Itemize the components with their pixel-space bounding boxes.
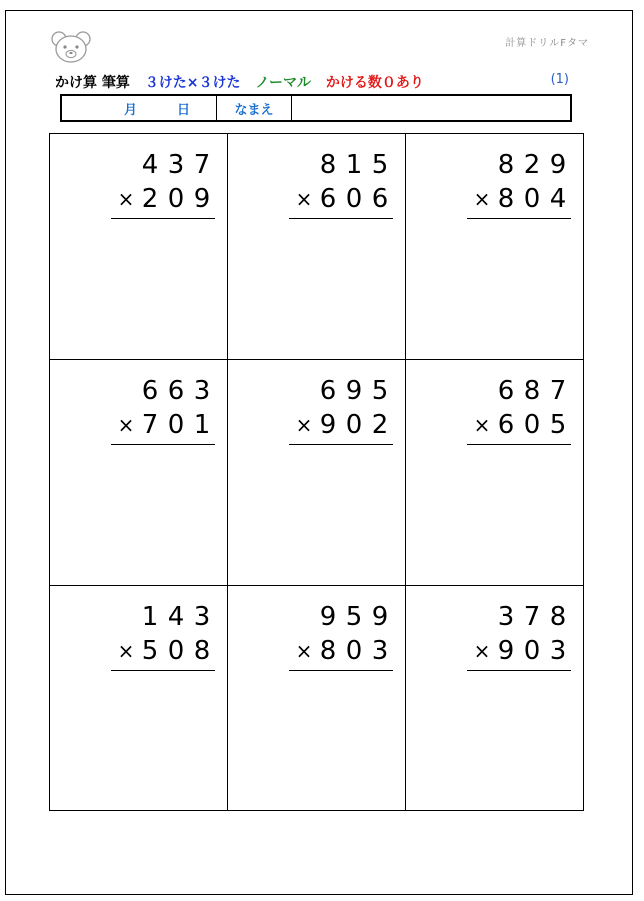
digit: 3 — [549, 636, 567, 666]
multiplication-problem — [111, 600, 215, 671]
multiplication-problem — [467, 148, 571, 219]
bear-logo-icon — [50, 30, 92, 64]
answer-rule — [111, 444, 215, 445]
problem-cell[interactable] — [406, 134, 583, 360]
digit: 7 — [549, 376, 567, 406]
answer-rule — [111, 670, 215, 671]
multiplicand — [467, 374, 571, 408]
times-sign: × — [117, 639, 135, 663]
digit: 5 — [345, 602, 363, 632]
times-sign: × — [473, 187, 491, 211]
times-sign: × — [473, 639, 491, 663]
problem-cell[interactable] — [228, 360, 406, 586]
digit: 2 — [141, 184, 159, 214]
digit: 5 — [371, 376, 389, 406]
answer-rule — [289, 444, 393, 445]
multiplicand — [289, 600, 393, 634]
problem-cell[interactable] — [228, 586, 406, 810]
day-label: 日 — [177, 102, 191, 118]
name-label: なまえ — [217, 96, 292, 120]
multiplier — [467, 634, 571, 668]
multiplier — [289, 408, 393, 442]
digit: 5 — [549, 410, 567, 440]
problem-cell[interactable] — [406, 360, 583, 586]
digit: 0 — [523, 636, 541, 666]
multiplication-problem — [289, 600, 393, 671]
name-date-box — [60, 94, 572, 122]
digit: 6 — [167, 376, 185, 406]
times-sign: × — [295, 639, 313, 663]
digit: 8 — [549, 602, 567, 632]
digit: 8 — [319, 150, 337, 180]
digit: 0 — [523, 410, 541, 440]
digit: 5 — [371, 150, 389, 180]
digit: 7 — [141, 410, 159, 440]
digit: 0 — [167, 410, 185, 440]
digit: 8 — [523, 376, 541, 406]
answer-rule — [467, 444, 571, 445]
digit: 2 — [523, 150, 541, 180]
problem-cell[interactable] — [406, 586, 583, 810]
digit: 8 — [193, 636, 211, 666]
digit: 0 — [345, 636, 363, 666]
problem-grid — [49, 133, 584, 811]
multiplier — [467, 408, 571, 442]
month-label: 月 — [124, 102, 138, 118]
multiplication-problem — [467, 600, 571, 671]
digit: 6 — [319, 376, 337, 406]
answer-rule — [289, 670, 393, 671]
times-sign: × — [295, 413, 313, 437]
title-zero-note: かける数０あり — [325, 75, 424, 91]
multiplicand — [111, 148, 215, 182]
title-digits: ３けた×３けた — [144, 75, 241, 91]
multiplicand — [289, 148, 393, 182]
digit: 6 — [497, 410, 515, 440]
multiplier — [289, 182, 393, 216]
digit: 0 — [167, 636, 185, 666]
digit: 9 — [371, 602, 389, 632]
digit: 9 — [497, 636, 515, 666]
digit: 4 — [167, 602, 185, 632]
digit: 0 — [345, 184, 363, 214]
multiplicand — [111, 600, 215, 634]
multiplication-problem — [289, 374, 393, 445]
digit: 9 — [319, 410, 337, 440]
times-sign: × — [117, 413, 135, 437]
problem-cell[interactable] — [50, 360, 228, 586]
name-field[interactable] — [292, 96, 570, 120]
digit: 3 — [193, 602, 211, 632]
worksheet-title — [55, 72, 575, 92]
times-sign: × — [117, 187, 135, 211]
digit: 8 — [497, 184, 515, 214]
digit: 8 — [497, 150, 515, 180]
digit: 0 — [345, 410, 363, 440]
digit: 5 — [141, 636, 159, 666]
digit: 7 — [523, 602, 541, 632]
digit: 6 — [141, 376, 159, 406]
digit: 0 — [167, 184, 185, 214]
digit: 9 — [549, 150, 567, 180]
multiplication-problem — [289, 148, 393, 219]
multiplier — [111, 408, 215, 442]
multiplicand — [289, 374, 393, 408]
digit: 7 — [193, 150, 211, 180]
multiplication-problem — [111, 374, 215, 445]
times-sign: × — [295, 187, 313, 211]
problem-cell[interactable] — [228, 134, 406, 360]
digit: 3 — [371, 636, 389, 666]
digit: 4 — [549, 184, 567, 214]
digit: 9 — [319, 602, 337, 632]
digit: 1 — [141, 602, 159, 632]
digit: 2 — [371, 410, 389, 440]
answer-rule — [467, 218, 571, 219]
digit: 1 — [193, 410, 211, 440]
title-level: ノーマル — [255, 75, 311, 91]
sheet-number: (1) — [550, 72, 569, 87]
digit: 6 — [319, 184, 337, 214]
brand-label: 計算ドリルFタマ — [505, 38, 589, 49]
digit: 9 — [345, 376, 363, 406]
digit: 4 — [141, 150, 159, 180]
digit: 0 — [523, 184, 541, 214]
times-sign: × — [473, 413, 491, 437]
digit: 1 — [345, 150, 363, 180]
answer-rule — [289, 218, 393, 219]
multiplicand — [467, 600, 571, 634]
multiplier — [289, 634, 393, 668]
multiplicand — [111, 374, 215, 408]
multiplication-problem — [111, 148, 215, 219]
answer-rule — [111, 218, 215, 219]
problem-cell[interactable] — [50, 134, 228, 360]
digit: 3 — [497, 602, 515, 632]
digit: 3 — [193, 376, 211, 406]
multiplier — [111, 182, 215, 216]
digit: 9 — [193, 184, 211, 214]
multiplicand — [467, 148, 571, 182]
multiplier — [111, 634, 215, 668]
digit: 6 — [371, 184, 389, 214]
digit: 8 — [319, 636, 337, 666]
title-kind: かけ算 筆算 — [55, 75, 130, 91]
digit: 6 — [497, 376, 515, 406]
multiplier — [467, 182, 571, 216]
answer-rule — [467, 670, 571, 671]
multiplication-problem — [467, 374, 571, 445]
date-field[interactable] — [62, 96, 217, 120]
digit: 3 — [167, 150, 185, 180]
problem-cell[interactable] — [50, 586, 228, 810]
